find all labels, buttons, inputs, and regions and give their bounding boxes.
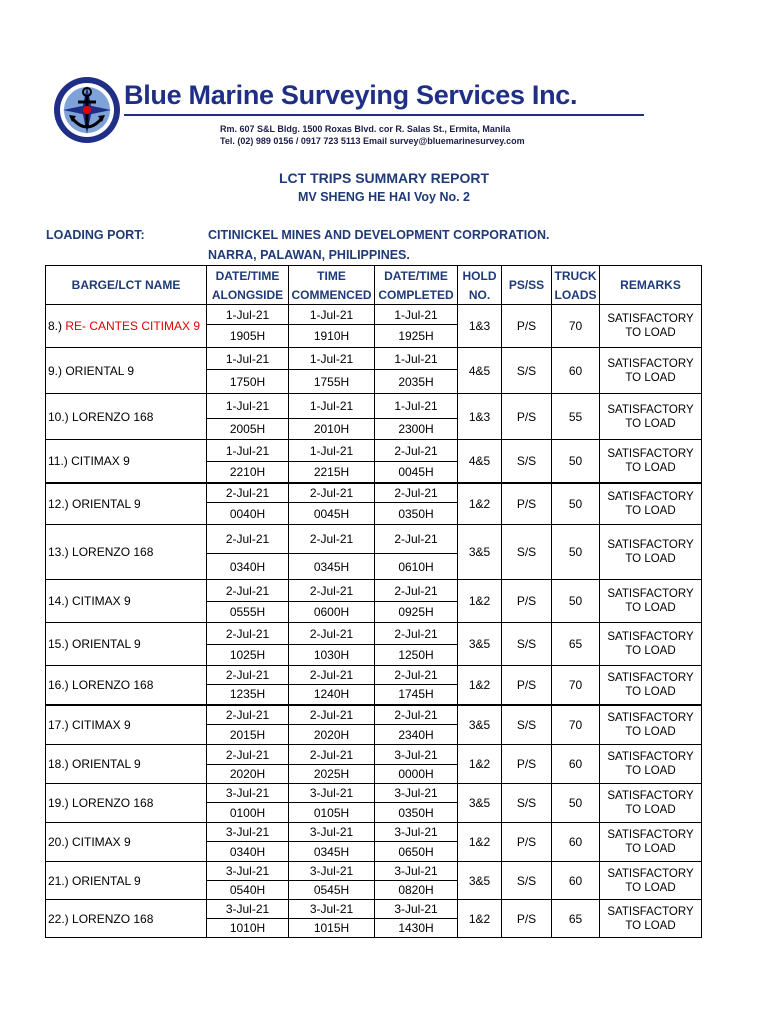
port-starboard-side: P/S xyxy=(502,580,552,623)
completed-date: 2-Jul-21 xyxy=(375,666,458,685)
completed-date: 3-Jul-21 xyxy=(375,862,458,881)
commenced-date: 3-Jul-21 xyxy=(289,900,375,919)
report-title: LCT TRIPS SUMMARY REPORT xyxy=(278,170,489,186)
barge-name-cell xyxy=(46,666,207,705)
remark-line-1: SATISFACTORY xyxy=(607,671,694,684)
remark-line-2: TO LOAD xyxy=(625,843,676,855)
header-completed-line1: DATE/TIME xyxy=(375,266,458,286)
completed-time: 1745H xyxy=(375,685,458,705)
remark-line-1: SATISFACTORY xyxy=(607,711,694,724)
barge-name: CITIMAX 9 xyxy=(72,835,131,849)
alongside-time: 1025H xyxy=(207,645,289,666)
completed-date: 3-Jul-21 xyxy=(375,745,458,765)
port-starboard-side: S/S xyxy=(502,623,552,666)
alongside-time: 2005H xyxy=(207,419,289,440)
commenced-date: 2-Jul-21 xyxy=(289,483,375,503)
commenced-time: 2020H xyxy=(289,725,375,745)
alongside-time: 2210H xyxy=(207,462,289,483)
barge-name: LORENZO 168 xyxy=(72,911,154,926)
hold-number: 4&5 xyxy=(458,440,502,483)
alongside-time: 0100H xyxy=(207,803,289,823)
commenced-time: 0345H xyxy=(289,554,375,580)
header-hold-line1: HOLD xyxy=(458,266,502,286)
completed-time: 1250H xyxy=(375,645,458,666)
trip-number: 10.) xyxy=(48,409,73,424)
commenced-time: 0105H xyxy=(289,803,375,823)
hold-number: 3&5 xyxy=(458,705,502,745)
completed-date: 3-Jul-21 xyxy=(375,823,458,842)
table-row xyxy=(46,440,702,462)
header-hold-line2: NO. xyxy=(458,285,502,305)
remark-line-2: TO LOAD xyxy=(625,553,676,565)
company-address xyxy=(220,123,525,147)
table-row xyxy=(46,900,702,919)
port-starboard-side: P/S xyxy=(502,745,552,784)
barge-name-cell xyxy=(46,394,207,440)
header-alongside-line1: DATE/TIME xyxy=(207,266,289,286)
truck-loads: 50 xyxy=(552,525,600,580)
remarks-cell xyxy=(600,394,702,440)
completed-date: 3-Jul-21 xyxy=(375,900,458,919)
table-row xyxy=(46,745,702,765)
alongside-time: 0340H xyxy=(207,554,289,580)
address-line-1: Rm. 607 S&L Bldg. 1500 Roxas Blvd. cor R. Salas St., Ermita, Manila xyxy=(220,124,511,134)
barge-name: LORENZO 168 xyxy=(72,409,154,424)
remark-line-1: SATISFACTORY xyxy=(607,829,694,841)
remark-line-1: SATISFACTORY xyxy=(607,790,694,802)
commenced-date: 1-Jul-21 xyxy=(289,440,375,462)
alongside-time: 1750H xyxy=(207,370,289,394)
barge-name: CITIMAX 9 xyxy=(71,453,130,468)
commenced-date: 1-Jul-21 xyxy=(289,348,375,370)
remark-line-1: SATISFACTORY xyxy=(607,357,694,370)
trip-number: 9.) xyxy=(48,363,66,378)
port-starboard-side: S/S xyxy=(502,784,552,823)
remark-line-2: TO LOAD xyxy=(625,765,676,777)
remarks-cell xyxy=(600,862,702,900)
barge-name-cell xyxy=(46,440,207,483)
remark-line-1: SATISFACTORY xyxy=(607,403,694,416)
barge-name: CITIMAX 9 xyxy=(72,717,131,732)
remark-line-1: SATISFACTORY xyxy=(607,447,694,460)
hold-number: 1&2 xyxy=(458,745,502,784)
trip-number: 22.) xyxy=(48,911,73,926)
remark-line-2: TO LOAD xyxy=(625,804,676,816)
completed-date: 2-Jul-21 xyxy=(375,705,458,725)
trip-number: 16.) xyxy=(48,677,73,692)
remark-line-2: TO LOAD xyxy=(625,602,676,614)
hold-number: 1&2 xyxy=(458,580,502,623)
truck-loads: 60 xyxy=(552,348,600,394)
trip-number: 8.) xyxy=(48,319,66,333)
port-starboard-side: P/S xyxy=(502,483,552,525)
truck-loads: 50 xyxy=(552,784,600,823)
barge-name: LORENZO 168 xyxy=(72,545,154,559)
remark-line-1: SATISFACTORY xyxy=(607,313,694,325)
table-row xyxy=(46,784,702,803)
remark-line-2: TO LOAD xyxy=(625,725,676,738)
commenced-date: 2-Jul-21 xyxy=(289,525,375,554)
alongside-time: 2015H xyxy=(207,725,289,745)
barge-name-cell xyxy=(46,525,207,580)
remarks-cell xyxy=(600,525,702,580)
company-name: Blue Marine Surveying Services Inc. xyxy=(124,80,578,110)
barge-name-cell xyxy=(46,745,207,784)
port-starboard-side: S/S xyxy=(502,525,552,580)
remark-line-2: TO LOAD xyxy=(625,417,676,430)
remark-line-1: SATISFACTORY xyxy=(607,867,694,880)
table-row xyxy=(46,666,702,685)
completed-time: 0350H xyxy=(375,803,458,823)
commenced-date: 1-Jul-21 xyxy=(289,305,375,325)
remarks-cell xyxy=(600,580,702,623)
barge-name-cell xyxy=(46,483,207,525)
trip-number: 14.) xyxy=(48,594,73,608)
truck-loads: 50 xyxy=(552,440,600,483)
hold-number: 1&3 xyxy=(458,305,502,348)
commenced-date: 3-Jul-21 xyxy=(289,862,375,881)
completed-date: 2-Jul-21 xyxy=(375,483,458,503)
commenced-time: 0045H xyxy=(289,503,375,525)
commenced-date: 2-Jul-21 xyxy=(289,705,375,725)
remark-line-1: SATISFACTORY xyxy=(607,490,694,503)
remark-line-2: TO LOAD xyxy=(625,327,676,339)
alongside-date: 2-Jul-21 xyxy=(207,580,289,602)
truck-loads: 70 xyxy=(552,666,600,705)
remarks-cell xyxy=(600,745,702,784)
table-row xyxy=(46,823,702,842)
alongside-date: 2-Jul-21 xyxy=(207,666,289,685)
commenced-time: 1015H xyxy=(289,919,375,938)
remark-line-2: TO LOAD xyxy=(625,645,676,657)
hold-number: 4&5 xyxy=(458,348,502,394)
remark-line-1: SATISFACTORY xyxy=(607,588,694,600)
completed-time: 2340H xyxy=(375,725,458,745)
table-row xyxy=(46,580,702,602)
completed-time: 0820H xyxy=(375,881,458,900)
barge-name: RE- CANTES CITIMAX 9 xyxy=(65,319,201,333)
trip-number: 20.) xyxy=(48,835,73,849)
header-truck-line2: LOADS xyxy=(552,285,600,305)
remark-line-2: TO LOAD xyxy=(625,881,676,894)
commenced-time: 2215H xyxy=(289,462,375,483)
barge-name-cell xyxy=(46,305,207,348)
completed-time: 2300H xyxy=(375,419,458,440)
trip-number: 11.) xyxy=(48,453,72,468)
commenced-time: 2025H xyxy=(289,765,375,784)
truck-loads: 50 xyxy=(552,580,600,623)
completed-time: 0350H xyxy=(375,503,458,525)
commenced-date: 3-Jul-21 xyxy=(289,784,375,803)
alongside-time: 1235H xyxy=(207,685,289,705)
alongside-date: 2-Jul-21 xyxy=(207,483,289,503)
hold-number: 3&5 xyxy=(458,623,502,666)
completed-time: 1925H xyxy=(375,325,458,348)
remarks-cell xyxy=(600,900,702,938)
barge-name-cell xyxy=(46,348,207,394)
header-completed-line2: COMPLETED xyxy=(375,285,458,305)
hold-number: 1&3 xyxy=(458,394,502,440)
remark-line-1: SATISFACTORY xyxy=(607,539,694,551)
truck-loads: 55 xyxy=(552,394,600,440)
remark-line-2: TO LOAD xyxy=(625,461,676,474)
table-row xyxy=(46,394,702,419)
port-starboard-side: S/S xyxy=(502,440,552,483)
alongside-time: 0540H xyxy=(207,881,289,900)
commenced-time: 0545H xyxy=(289,881,375,900)
remarks-cell xyxy=(600,823,702,862)
remark-line-2: TO LOAD xyxy=(625,504,676,517)
completed-date: 1-Jul-21 xyxy=(375,305,458,325)
header-ps-ss: PS/SS xyxy=(502,266,552,305)
alongside-date: 2-Jul-21 xyxy=(207,623,289,645)
completed-date: 2-Jul-21 xyxy=(375,623,458,645)
remarks-cell xyxy=(600,666,702,705)
truck-loads: 65 xyxy=(552,900,600,938)
truck-loads: 50 xyxy=(552,483,600,525)
barge-name: LORENZO 168 xyxy=(72,677,154,692)
alongside-date: 3-Jul-21 xyxy=(207,862,289,881)
barge-name-cell xyxy=(46,900,207,938)
barge-name: CITIMAX 9 xyxy=(72,594,131,608)
company-logo-anchor-icon xyxy=(52,70,122,148)
commenced-time: 2010H xyxy=(289,419,375,440)
alongside-date: 3-Jul-21 xyxy=(207,784,289,803)
completed-time: 0610H xyxy=(375,554,458,580)
commenced-date: 2-Jul-21 xyxy=(289,580,375,602)
port-starboard-side: P/S xyxy=(502,823,552,862)
hold-number: 1&2 xyxy=(458,666,502,705)
truck-loads: 60 xyxy=(552,745,600,784)
trip-number: 21.) xyxy=(48,873,73,888)
loading-port-label: LOADING PORT: xyxy=(46,228,145,242)
table-row xyxy=(46,305,702,325)
remarks-cell xyxy=(600,705,702,745)
remark-line-1: SATISFACTORY xyxy=(607,631,694,643)
table-row xyxy=(46,348,702,370)
completed-date: 2-Jul-21 xyxy=(375,440,458,462)
trip-number: 17.) xyxy=(48,717,73,732)
alongside-date: 3-Jul-21 xyxy=(207,823,289,842)
commenced-time: 1910H xyxy=(289,325,375,348)
commenced-date: 2-Jul-21 xyxy=(289,623,375,645)
completed-time: 0000H xyxy=(375,765,458,784)
hold-number: 3&5 xyxy=(458,784,502,823)
alongside-date: 2-Jul-21 xyxy=(207,745,289,765)
barge-name: ORIENTAL 9 xyxy=(65,363,135,378)
alongside-time: 0340H xyxy=(207,842,289,862)
truck-loads: 60 xyxy=(552,862,600,900)
header-alongside-line2: ALONGSIDE xyxy=(207,285,289,305)
port-starboard-side: P/S xyxy=(502,305,552,348)
remarks-cell xyxy=(600,483,702,525)
hold-number: 3&5 xyxy=(458,525,502,580)
commenced-time: 1240H xyxy=(289,685,375,705)
truck-loads: 65 xyxy=(552,623,600,666)
truck-loads: 70 xyxy=(552,305,600,348)
barge-name-cell xyxy=(46,580,207,623)
commenced-date: 2-Jul-21 xyxy=(289,666,375,685)
letterhead-rule xyxy=(124,114,644,116)
barge-name-cell xyxy=(46,705,207,745)
loading-port-name: CITINICKEL MINES AND DEVELOPMENT CORPORATION. xyxy=(208,228,550,242)
hold-number: 3&5 xyxy=(458,862,502,900)
commenced-date: 2-Jul-21 xyxy=(289,745,375,765)
table-row xyxy=(46,705,702,725)
remark-line-1: SATISFACTORY xyxy=(607,751,694,763)
alongside-time: 0040H xyxy=(207,503,289,525)
alongside-time: 1905H xyxy=(207,325,289,348)
truck-loads: 70 xyxy=(552,705,600,745)
completed-time: 0650H xyxy=(375,842,458,862)
remarks-cell xyxy=(600,784,702,823)
barge-name: ORIENTAL 9 xyxy=(72,496,141,511)
commenced-date: 1-Jul-21 xyxy=(289,394,375,419)
barge-name-cell xyxy=(46,623,207,666)
remarks-cell xyxy=(600,440,702,483)
alongside-date: 1-Jul-21 xyxy=(207,348,289,370)
port-starboard-side: P/S xyxy=(502,394,552,440)
alongside-date: 1-Jul-21 xyxy=(207,394,289,419)
commenced-date: 3-Jul-21 xyxy=(289,823,375,842)
barge-name: ORIENTAL 9 xyxy=(72,873,141,888)
loading-port-location: NARRA, PALAWAN, PHILIPPINES. xyxy=(208,248,410,262)
table-row xyxy=(46,525,702,554)
alongside-time: 2020H xyxy=(207,765,289,784)
remark-line-2: TO LOAD xyxy=(625,371,676,384)
table-row xyxy=(46,483,702,503)
alongside-date: 3-Jul-21 xyxy=(207,900,289,919)
barge-name-cell xyxy=(46,823,207,862)
remark-line-2: TO LOAD xyxy=(625,685,676,698)
trip-number: 19.) xyxy=(48,796,73,810)
alongside-date: 2-Jul-21 xyxy=(207,705,289,725)
trip-number: 13.) xyxy=(48,545,73,559)
completed-time: 1430H xyxy=(375,919,458,938)
alongside-date: 1-Jul-21 xyxy=(207,440,289,462)
port-starboard-side: P/S xyxy=(502,666,552,705)
alongside-time: 0555H xyxy=(207,602,289,623)
header-commenced-line1: TIME xyxy=(289,266,375,286)
commenced-time: 0345H xyxy=(289,842,375,862)
completed-time: 0925H xyxy=(375,602,458,623)
barge-name-cell xyxy=(46,784,207,823)
alongside-time: 1010H xyxy=(207,919,289,938)
port-starboard-side: P/S xyxy=(502,900,552,938)
header-barge-name: BARGE/LCT NAME xyxy=(46,266,207,305)
barge-name: LORENZO 168 xyxy=(72,796,154,810)
header-remarks: REMARKS xyxy=(600,266,702,305)
completed-date: 3-Jul-21 xyxy=(375,784,458,803)
trip-rows xyxy=(46,305,702,938)
alongside-date: 1-Jul-21 xyxy=(207,305,289,325)
remarks-cell xyxy=(600,305,702,348)
hold-number: 1&2 xyxy=(458,900,502,938)
letterhead xyxy=(52,68,662,158)
truck-loads: 60 xyxy=(552,823,600,862)
trip-number: 15.) xyxy=(48,637,73,651)
completed-date: 2-Jul-21 xyxy=(375,580,458,602)
header-commenced-line2: COMMENCED xyxy=(289,285,375,305)
vessel-voyage: MV SHENG HE HAI Voy No. 2 xyxy=(297,190,470,204)
trip-number: 18.) xyxy=(48,757,73,771)
port-starboard-side: S/S xyxy=(502,348,552,394)
barge-name: ORIENTAL 9 xyxy=(72,637,141,651)
remarks-cell xyxy=(600,348,702,394)
lct-trips-table xyxy=(45,265,702,938)
address-line-2: Tel. (02) 989 0156 / 0917 723 5113 Email survey@bluemarinesurvey.com xyxy=(220,136,525,146)
header-truck-line1: TRUCK xyxy=(552,266,600,286)
commenced-time: 0600H xyxy=(289,602,375,623)
commenced-time: 1030H xyxy=(289,645,375,666)
table-row xyxy=(46,862,702,881)
completed-time: 2035H xyxy=(375,370,458,394)
port-starboard-side: S/S xyxy=(502,862,552,900)
alongside-date: 2-Jul-21 xyxy=(207,525,289,554)
barge-name: ORIENTAL 9 xyxy=(72,757,141,771)
completed-time: 0045H xyxy=(375,462,458,483)
commenced-time: 1755H xyxy=(289,370,375,394)
barge-name-cell xyxy=(46,862,207,900)
hold-number: 1&2 xyxy=(458,823,502,862)
hold-number: 1&2 xyxy=(458,483,502,525)
trip-number: 12.) xyxy=(48,496,73,511)
remarks-cell xyxy=(600,623,702,666)
port-starboard-side: S/S xyxy=(502,705,552,745)
remark-line-1: SATISFACTORY xyxy=(607,905,694,918)
completed-date: 1-Jul-21 xyxy=(375,348,458,370)
table-row xyxy=(46,623,702,645)
completed-date: 1-Jul-21 xyxy=(375,394,458,419)
remark-line-2: TO LOAD xyxy=(625,919,676,932)
completed-date: 2-Jul-21 xyxy=(375,525,458,554)
